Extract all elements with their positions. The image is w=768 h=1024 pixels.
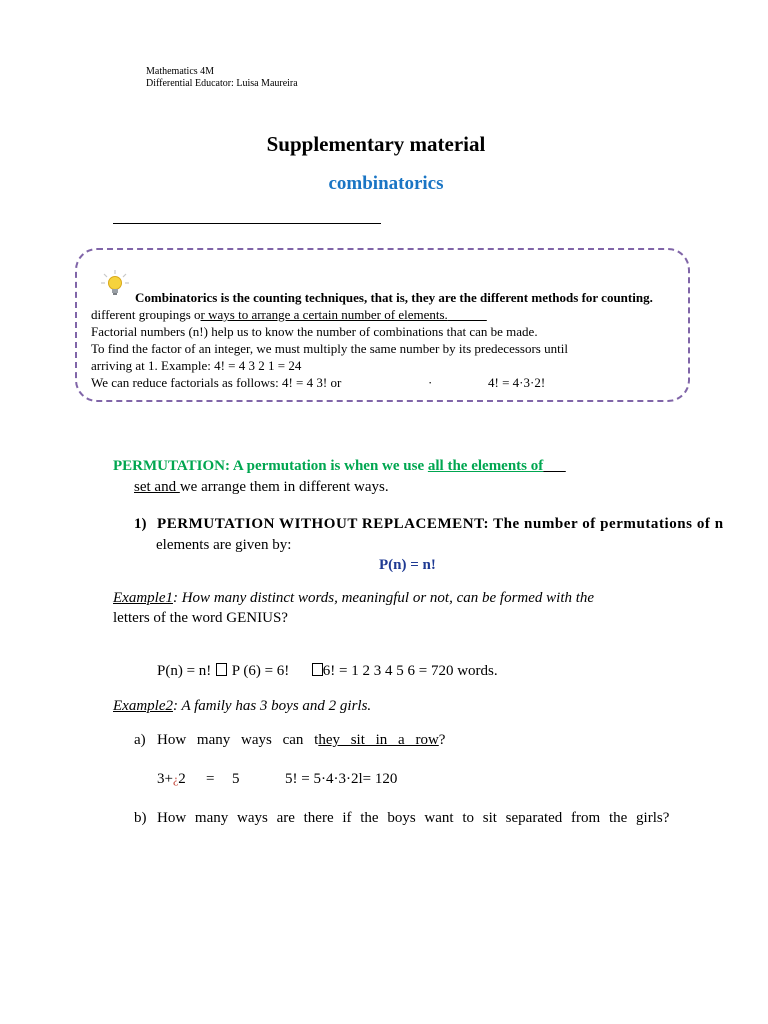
item1-number: 1) <box>134 516 147 532</box>
box-line-reduce: We can reduce factorials as follows: 4! = 4 3! or <box>91 375 342 390</box>
box-line-example: arriving at 1. Example: 4! = 4 3 2 1 = 24 <box>91 358 302 373</box>
example2-a-question <box>157 732 445 749</box>
permutation-line2 <box>134 479 389 496</box>
box-definition: Combinatorics is the counting techniques, that is, they are the different methods for counting. <box>135 290 653 305</box>
example1-answer-c: 6! = 1 2 3 4 5 6 = 720 words. <box>322 663 498 679</box>
example1-text: : How many distinct words, meaningful or not, can be formed with the <box>172 590 595 606</box>
box-line-groupings-fill <box>448 307 487 322</box>
item1-line2: elements are given by: <box>156 537 292 553</box>
box-line-groupings <box>91 307 487 323</box>
example1-question <box>113 590 594 607</box>
permutation-line2-b: we arrange them in different ways. <box>179 479 389 495</box>
example1-line2: letters of the word GENIUS? <box>113 610 288 626</box>
box-line-method: To find the factor of an integer, we must multiply the same number by its predecessors until <box>91 341 568 356</box>
course-name: Mathematics 4M <box>146 66 215 77</box>
example2-b-question: How many ways are there if the boys want to sit separated from the girls? <box>157 810 670 826</box>
permutation-formula: P(n) = n! <box>379 557 436 573</box>
permutation-heading <box>113 458 566 475</box>
lightbulb-icon <box>99 268 131 300</box>
calc-c: 2 <box>178 771 186 787</box>
box-line-groupings-a: different groupings o <box>91 307 201 322</box>
box-line-groupings-b: r ways to arrange a certain number of elements. <box>200 307 448 322</box>
example2-text: : A family has 3 boys and 2 girls. <box>172 698 372 714</box>
box-line-reduce-example: 4! = 4·3·2! <box>488 375 546 390</box>
calc-factorial: 5! = 5·4·3·2l= 120 <box>285 771 398 787</box>
example2-a-text2: hey sit in a row <box>318 732 439 748</box>
example2-a-text3: ? <box>438 732 446 748</box>
example1-label: Example1 <box>113 590 173 606</box>
example1-answer-b: P (6) = 6! <box>231 663 290 679</box>
arrow-icon <box>216 663 227 676</box>
page-subtitle: combinatorics <box>328 173 444 194</box>
box-line-dot: · <box>428 375 433 390</box>
example2-question <box>113 698 371 715</box>
calc-a: 3+ <box>157 771 173 787</box>
example2-a-label: a) <box>134 732 146 748</box>
title-divider <box>113 223 381 224</box>
permutation-line2-a: set and <box>134 479 180 495</box>
calc-b: ¿ <box>172 772 179 786</box>
box-line-factorial: Factorial numbers (n!) help us to know the number of combinations that can be made. <box>91 324 538 339</box>
calc-result: 5 <box>232 771 240 787</box>
example2-a-text1: How many ways can t <box>157 732 319 748</box>
arrow-icon <box>312 663 323 676</box>
permutation-heading-a: PERMUTATION: A permutation is when we use <box>113 458 428 474</box>
calc-equals: = <box>206 771 215 787</box>
example1-answer-a: P(n) = n! <box>157 663 212 679</box>
item1-heading: PERMUTATION WITHOUT REPLACEMENT: The number of permutations of n <box>157 516 724 532</box>
page-title: Supplementary material <box>266 132 486 156</box>
example1-answer <box>157 663 498 680</box>
example2-label: Example2 <box>113 698 173 714</box>
example2-a-calc <box>157 771 186 788</box>
permutation-heading-b: all the elements of <box>427 458 544 474</box>
example2-b-label: b) <box>134 810 147 826</box>
educator-name: Differential Educator: Luisa Maureira <box>146 78 298 89</box>
permutation-heading-fill <box>543 458 566 474</box>
